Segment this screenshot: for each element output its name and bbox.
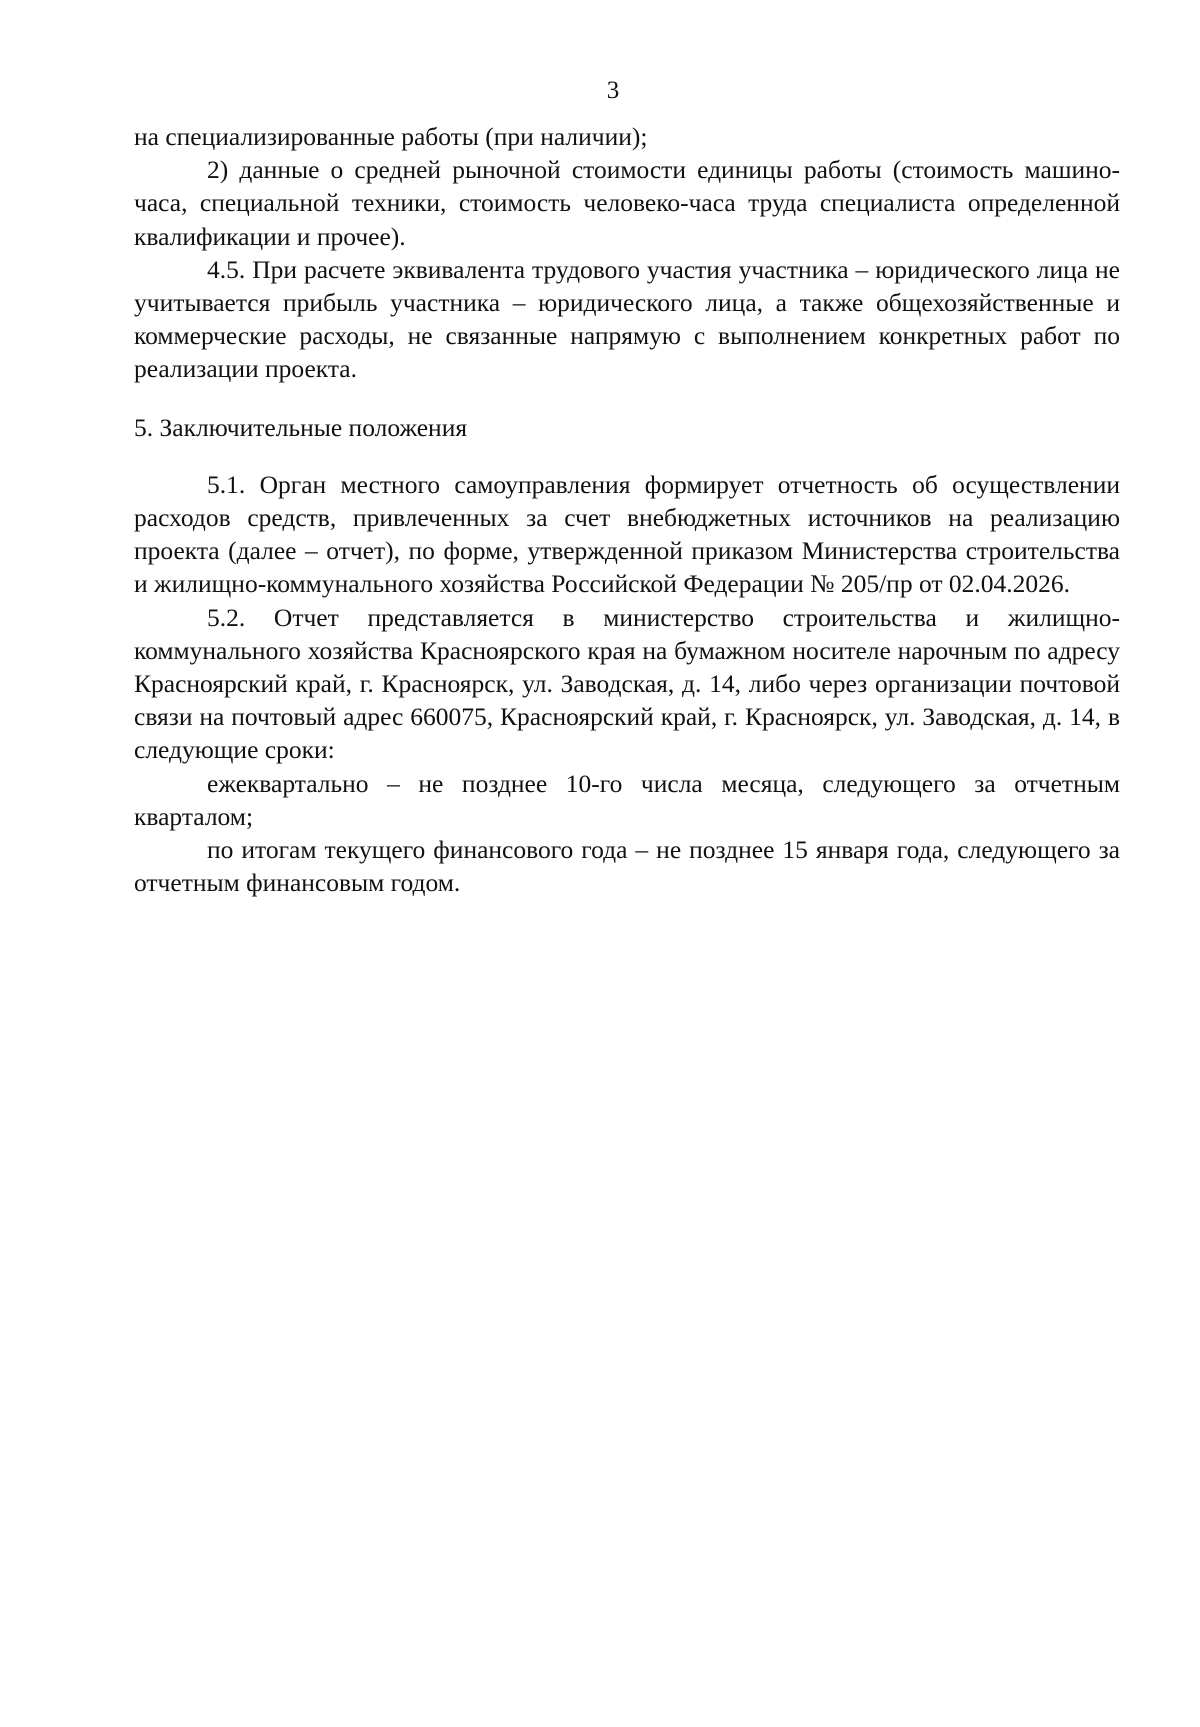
paragraph-5-2: 5.2. Отчет представляется в министерство строительства и жилищно-коммунального хозяйства Красноярского края на бумажном носителе нарочным по адресу Красноярский край, г. Красноярск, ул. Заводская, д. 14, либо через организации почтовой связи на почтовый адрес 660075, Красноярский край, г. Красноярск, ул. Заводская, д. 14, в следующие сроки: bbox=[134, 602, 1120, 765]
paragraph-5-1: 5.1. Орган местного самоуправления формирует отчетность об осуществлении расходов средств, привлеченных за счет внебюджетных источников на реализацию проекта (далее – отчет), по форме, утвержденной приказом Министерства строительства и жилищно-коммунального хозяйства Российской Федерации № 205/пр от 02.04.2026. bbox=[134, 469, 1120, 599]
paragraph-item-2: 2) данные о средней рыночной стоимости единицы работы (стоимость машино-часа, специальной техники, стоимость человеко-часа труда специалиста определенной квалификации и прочее). bbox=[134, 155, 1120, 251]
page-number: 3 bbox=[606, 77, 620, 104]
section-heading-5: 5. Заключительные положения bbox=[134, 412, 468, 442]
document-body bbox=[134, 120, 1120, 899]
paragraph-annual-deadline: по итогам текущего финансового года – не позднее 15 января года, следующего за отчетным финансовым годом. bbox=[134, 835, 1120, 898]
paragraph-quarterly-deadline: ежеквартально – не позднее 10-го числа месяца, следующего за отчетным кварталом; bbox=[134, 768, 1120, 831]
paragraph-continuation: на специализированные работы (при наличии); bbox=[134, 122, 648, 151]
paragraph-4-5: 4.5. При расчете эквивалента трудового участия участника – юридического лица не учитывается прибыль участника – юридического лица, а также общехозяйственные и коммерческие расходы, не связанные напрямую с выполнением конкретных работ по реализации проекта. bbox=[134, 254, 1120, 384]
